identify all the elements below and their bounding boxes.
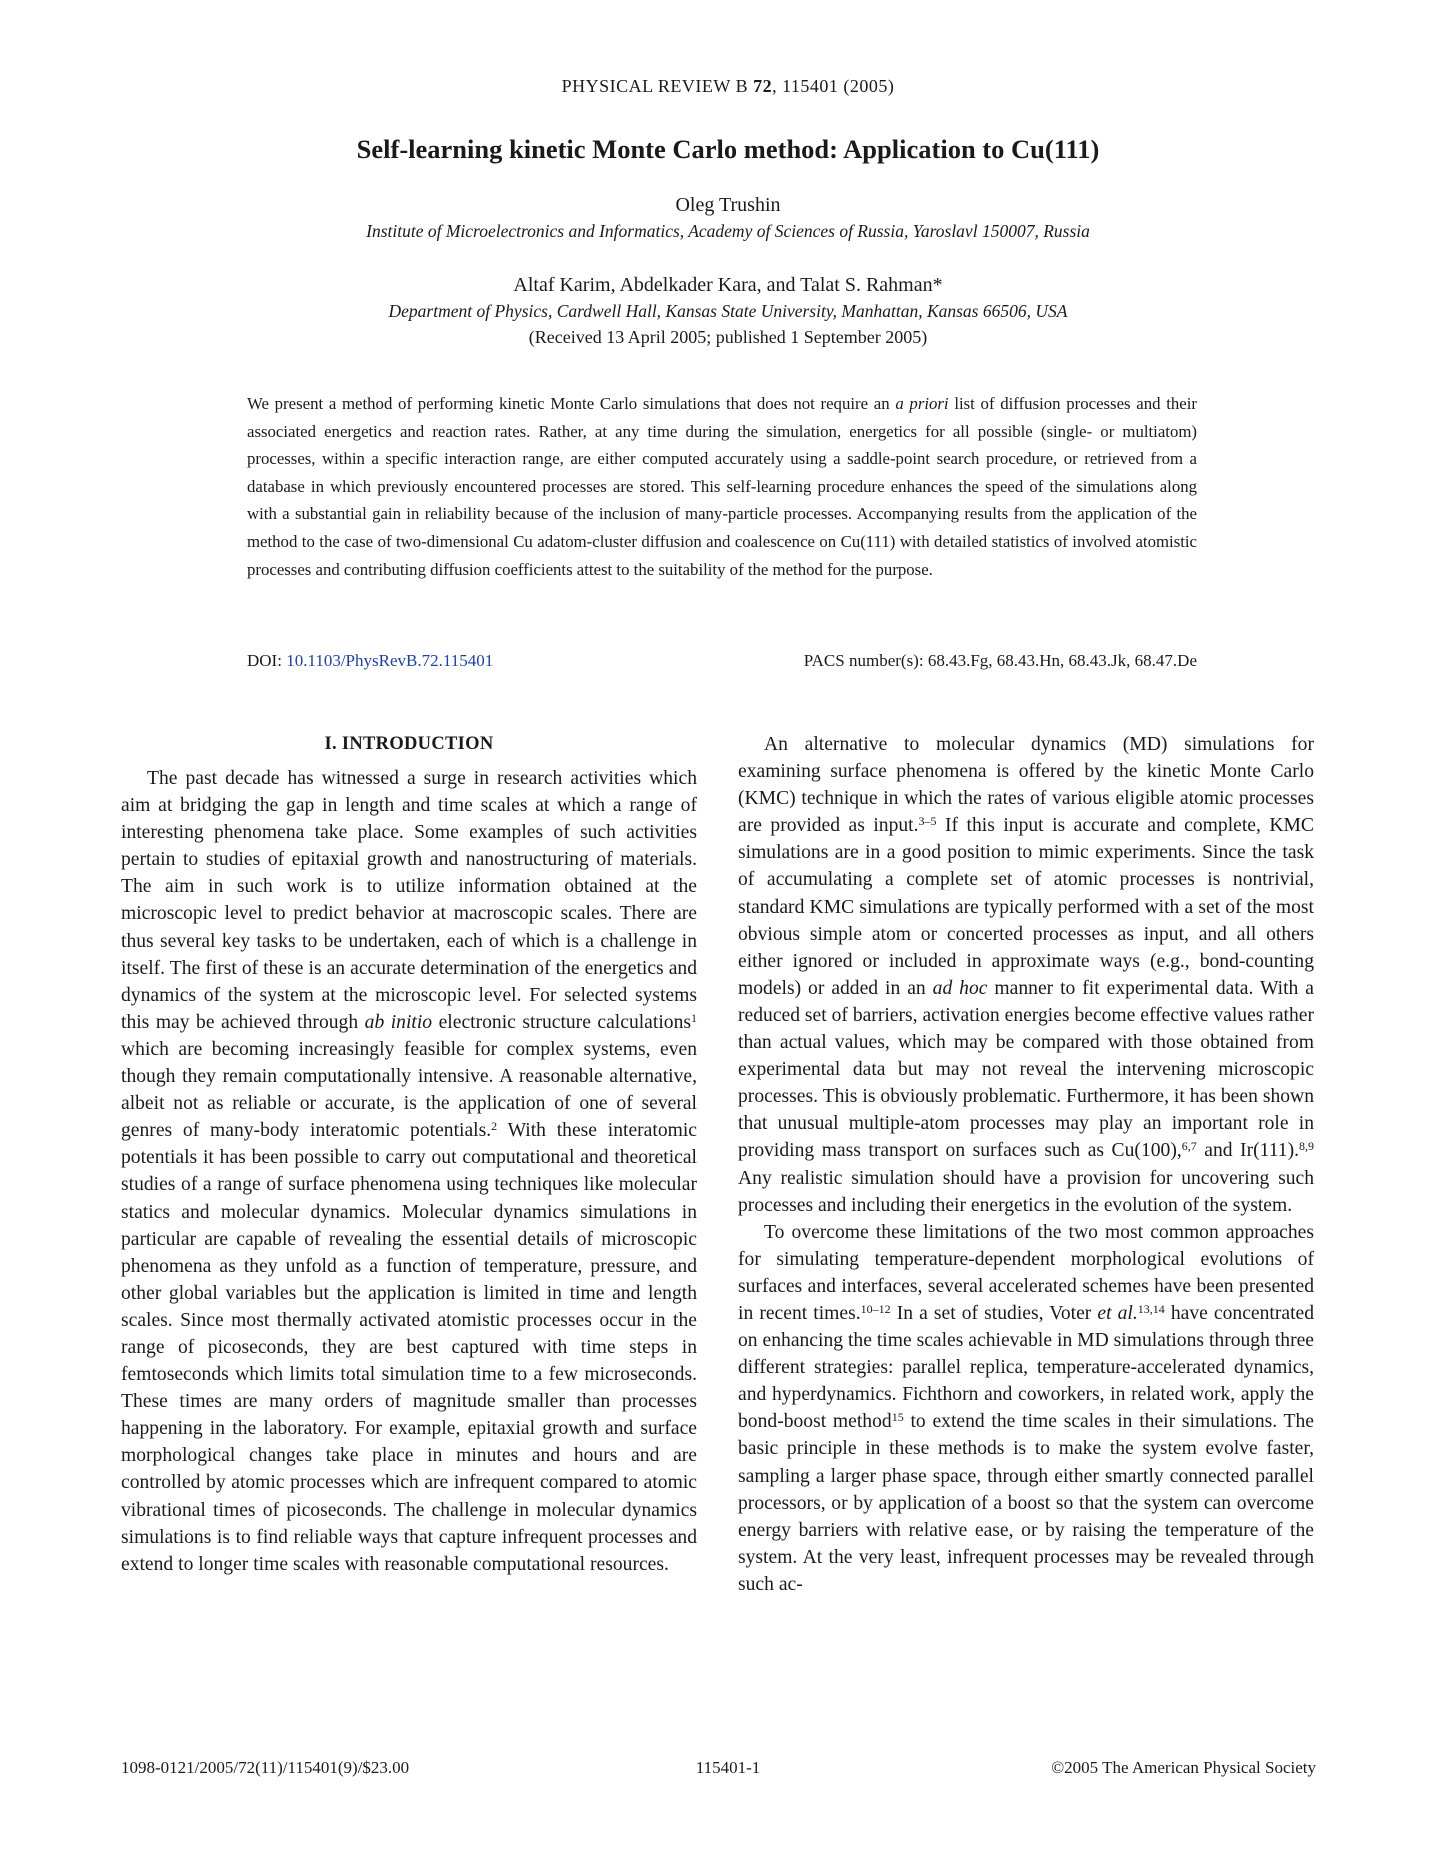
paper-title: Self-learning kinetic Monte Carlo method: Application to Cu(111) bbox=[356, 134, 1100, 164]
journal-name: PHYSICAL REVIEW B bbox=[561, 76, 749, 96]
intro-paragraph-1: The past decade has witnessed a surge in research activities which aim at bridging the gap in length and time scales at which a range of interesting phenomena take place. Some examples of such activities pertain to studies of epitaxial growth and nanostructuring of materials. The aim in such work is to utilize information obtained at the microscopic level to predict behavior at macroscopic scales. There are thus several key tasks to be undertaken, each of which is a challenge in itself. The first of these is an accurate determination of the energetics and dynamics of the system at the microscopic level. For selected systems this may be achieved through ab initio electronic structure calculations$^1$ which are becoming increasingly feasible for complex systems, even though they remain computationally intensive. A reasonable alternative, albeit not as reliable or accurate, is the application of one of several genres of many-body interatomic potentials.$^2$ With these interatomic potentials it has been possible to carry out computational and theoretical studies of a range of surface phenomena using techniques like molecular statics and molecular dynamics. Molecular dynamics simulations in particular are capable of revealing the essential details of microscopic phenomena as they unfold as a function of temperature, pressure, and other global variables but the application is limited in time and length scales. Since most thermally activated atomistic processes occur in the range of picoseconds, they are best captured with time steps in femtoseconds which limits total simulation time to a few microseconds. These times are many orders of magnitude smaller than processes happening in the laboratory. For example, epitaxial growth and surface morphological changes take place in minutes and hours and are controlled by atomic processes which are infrequent compared to atomic vibrational times of picoseconds. The challenge in molecular dynamics simulations is to find reliable ways that capture infrequent processes and extend to longer time scales with reasonable computational resources. bbox=[121, 768, 698, 1575]
citation-3-5[interactable]: 3–5 bbox=[918, 814, 937, 829]
footer-issn: 1098-0121/2005/72(11)/115401(9)/$23.00 bbox=[121, 1758, 410, 1777]
footer-copyright: ©2005 The American Physical Society bbox=[1051, 1758, 1316, 1777]
abstract-text: We present a method of performing kinetic Monte Carlo simulations that does not require an bbox=[247, 394, 896, 413]
author-group-1: Oleg Trushin bbox=[675, 194, 781, 216]
affiliation-1: Institute of Microelectronics and Informatics, Academy of Sciences of Russia, Yaroslavl 150007, Russia bbox=[366, 221, 1090, 241]
left-column bbox=[121, 731, 697, 1578]
journal-header: PHYSICAL REVIEW B 72, 115401 (2005) bbox=[561, 76, 895, 96]
journal-volume: 72 bbox=[753, 76, 773, 96]
citation-6-7[interactable]: 6,7 bbox=[1181, 1139, 1197, 1154]
citation-15[interactable]: 15 bbox=[891, 1410, 904, 1425]
citation-2[interactable]: 2 bbox=[491, 1119, 498, 1134]
author-group-2: Altaf Karim, Abdelkader Kara, and Talat S. Rahman* bbox=[513, 274, 943, 296]
article-number: 115401 (2005) bbox=[782, 76, 895, 96]
abstract bbox=[247, 390, 1197, 583]
affiliation-2: Department of Physics, Cardwell Hall, Kansas State University, Manhattan, Kansas 66506, USA bbox=[388, 301, 1068, 321]
citation-10-12[interactable]: 10–12 bbox=[860, 1301, 891, 1316]
section-heading: I. INTRODUCTION bbox=[324, 734, 494, 754]
citation-13-14[interactable]: 13,14 bbox=[1137, 1301, 1165, 1316]
doi-link[interactable]: 10.1103/PhysRevB.72.115401 bbox=[286, 651, 494, 670]
doi-label: DOI: bbox=[247, 651, 282, 670]
abstract-italic: a priori bbox=[895, 394, 949, 413]
citation-1[interactable]: 1 bbox=[691, 1010, 697, 1025]
right-column bbox=[738, 731, 1314, 1598]
citation-8-9[interactable]: 8,9 bbox=[1299, 1139, 1314, 1154]
footer-page-number: 115401-1 bbox=[695, 1758, 761, 1777]
intro-paragraph-2: An alternative to molecular dynamics (MD) simulations for examining surface phenomena is offered by the kinetic Monte Carlo (KMC) technique in which the rates of various eligible atomic processes are provided as input.$^{3-5}$ If this input is accurate and complete, KMC simulations are in a good position to mimic experiments. Since the task of accumulating a complete set of atomic processes is nontrivial, standard KMC simulations are typically performed with a set of the most obvious simple atom or concerted processes as input, and all others either ignored or included in approximate ways (e.g., bond-counting models) or added in an ad hoc manner to fit experimental data. With a reduced set of barriers, activation energies become effective values rather than actual values, which may be compared with those obtained from experimental data but may not reveal the intervening microscopic processes. This is obviously problematic. Furthermore, it has been shown that unusual multiple-atom processes may play an important role in providing mass transport on surfaces such as Cu(100),$^{6,7}$ and Ir(111).$^{8,9}$ Any realistic simulation should have a provision for uncovering such processes and including their energetics in the evolution of the system. bbox=[738, 734, 1314, 1216]
abstract-text-cont: list of diffusion processes and their associated energetics and reaction rates. Rather, at any time during the simulation, energetics for all possible (single- or multiatom) processes, within a specific interaction range, are either computed accurately using a saddle-point search procedure, or retrieved from a database in which previously encountered processes are stored. This self-learning procedure enhances the speed of the simulations along with a substantial gain in reliability because of the inclusion of many-particle processes. Accompanying results from the application of the method to the case of two-dimensional Cu adatom-cluster diffusion and coalescence on Cu(111) with detailed statistics of involved atomistic processes and contributing diffusion coefficients attest to the suitability of the method for the purpose. bbox=[247, 394, 1197, 579]
pacs-numbers: PACS number(s): 68.43.Fg, 68.43.Hn, 68.43.Jk, 68.47.De bbox=[803, 651, 1197, 670]
intro-paragraph-3: To overcome these limitations of the two most common approaches for simulating temperature-dependent morphological evolutions of surfaces and interfaces, several accelerated schemes have been presented in recent times.$^{10-12}$ In a set of studies, Voter et al.$^{13,14}$ have concentrated on enhancing the time scales achievable in MD simulations through three different strategies: parallel replica, temperature-accelerated dynamics, and hyperdynamics. Fichthorn and coworkers, in related work, apply the bond-boost method$^{15}$ to extend the time scales in their simulations. The basic principle in these methods is to make the system evolve faster, sampling a larger phase space, through either smartly connected parallel processors, or by application of a boost so that the system can overcome energy barriers with relative ease, or by raising the temperature of the system. At the very least, infrequent processes may be revealed through such ac- bbox=[738, 1221, 1315, 1595]
doi-pacs-line bbox=[247, 651, 1197, 671]
received-date: (Received 13 April 2005; published 1 September 2005) bbox=[528, 327, 928, 347]
